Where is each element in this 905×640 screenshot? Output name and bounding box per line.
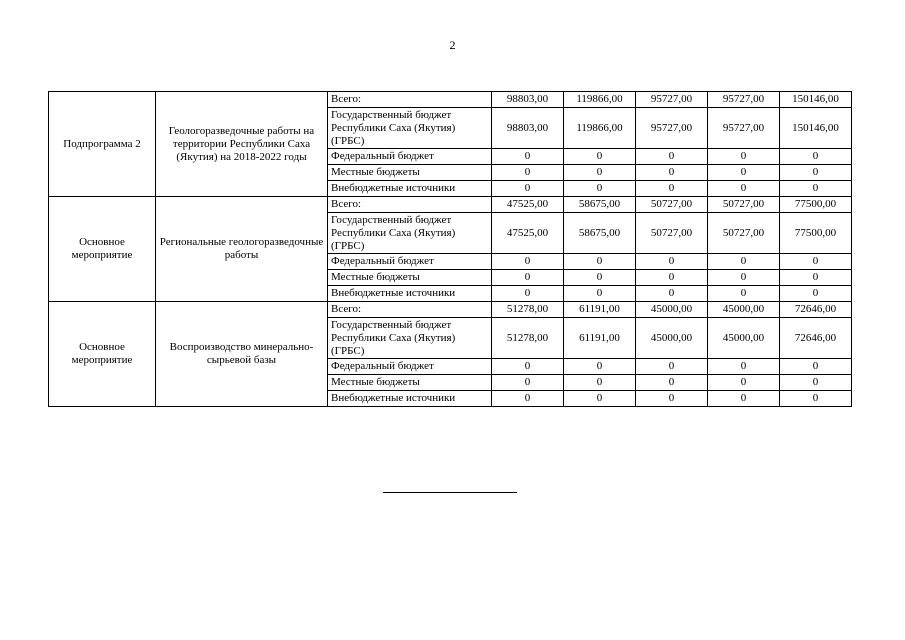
value-cell: 77500,00: [780, 213, 852, 254]
value-cell: 0: [708, 149, 780, 165]
value-cell: 0: [780, 254, 852, 270]
value-cell: 0: [564, 375, 636, 391]
value-cell: 0: [492, 286, 564, 302]
value-cell: 0: [708, 165, 780, 181]
value-cell: 0: [708, 270, 780, 286]
value-cell: 0: [492, 375, 564, 391]
funding-source: Федеральный бюджет: [328, 149, 492, 165]
value-cell: 95727,00: [708, 92, 780, 108]
value-cell: 0: [564, 149, 636, 165]
value-cell: 51278,00: [492, 302, 564, 318]
funding-source: Внебюджетные источники: [328, 181, 492, 197]
value-cell: 0: [564, 254, 636, 270]
value-cell: 50727,00: [636, 197, 708, 213]
value-cell: 0: [780, 286, 852, 302]
funding-source: Государственный бюджет Республики Саха (Якутия) (ГРБС): [328, 213, 492, 254]
value-cell: 98803,00: [492, 92, 564, 108]
funding-source: Всего:: [328, 302, 492, 318]
budget-table-body: [49, 92, 852, 407]
value-cell: 0: [636, 270, 708, 286]
value-cell: 0: [780, 391, 852, 407]
funding-source: Федеральный бюджет: [328, 254, 492, 270]
value-cell: 0: [708, 254, 780, 270]
funding-source: Местные бюджеты: [328, 375, 492, 391]
section-name: Подпрограмма 2: [49, 92, 156, 197]
value-cell: 0: [564, 181, 636, 197]
funding-source: Внебюджетные источники: [328, 286, 492, 302]
value-cell: 0: [564, 165, 636, 181]
value-cell: 95727,00: [636, 92, 708, 108]
value-cell: 0: [492, 359, 564, 375]
value-cell: 0: [708, 286, 780, 302]
value-cell: 150146,00: [780, 108, 852, 149]
value-cell: 0: [564, 270, 636, 286]
section-description: Геологоразведочные работы на территории Республики Саха (Якутия) на 2018-2022 годы: [156, 92, 328, 197]
funding-source: Всего:: [328, 197, 492, 213]
value-cell: 72646,00: [780, 302, 852, 318]
value-cell: 0: [636, 375, 708, 391]
value-cell: 0: [492, 149, 564, 165]
value-cell: 45000,00: [636, 318, 708, 359]
table-row: [49, 302, 852, 318]
value-cell: 0: [492, 181, 564, 197]
funding-source: Государственный бюджет Республики Саха (Якутия) (ГРБС): [328, 318, 492, 359]
value-cell: 0: [492, 391, 564, 407]
footer-separator-line: [383, 492, 517, 493]
value-cell: 61191,00: [564, 302, 636, 318]
value-cell: 0: [636, 254, 708, 270]
value-cell: 0: [636, 359, 708, 375]
funding-source: Внебюджетные источники: [328, 391, 492, 407]
value-cell: 50727,00: [636, 213, 708, 254]
value-cell: 0: [636, 286, 708, 302]
value-cell: 50727,00: [708, 213, 780, 254]
value-cell: 45000,00: [636, 302, 708, 318]
funding-source: Государственный бюджет Республики Саха (Якутия) (ГРБС): [328, 108, 492, 149]
value-cell: 45000,00: [708, 318, 780, 359]
value-cell: 0: [708, 359, 780, 375]
value-cell: 0: [780, 181, 852, 197]
value-cell: 0: [492, 270, 564, 286]
section-name: Основное мероприятие: [49, 197, 156, 302]
value-cell: 0: [780, 149, 852, 165]
value-cell: 95727,00: [636, 108, 708, 149]
value-cell: 0: [636, 181, 708, 197]
funding-source: Местные бюджеты: [328, 270, 492, 286]
value-cell: 47525,00: [492, 197, 564, 213]
funding-source: Федеральный бюджет: [328, 359, 492, 375]
funding-source: Местные бюджеты: [328, 165, 492, 181]
value-cell: 0: [708, 391, 780, 407]
value-cell: 0: [780, 359, 852, 375]
funding-source: Всего:: [328, 92, 492, 108]
section-description: Региональные геологоразведочные работы: [156, 197, 328, 302]
value-cell: 47525,00: [492, 213, 564, 254]
value-cell: 72646,00: [780, 318, 852, 359]
section-description: Воспроизводство минерально-сырьевой базы: [156, 302, 328, 407]
value-cell: 0: [564, 359, 636, 375]
value-cell: 150146,00: [780, 92, 852, 108]
value-cell: 98803,00: [492, 108, 564, 149]
budget-table: [48, 91, 852, 407]
value-cell: 0: [636, 391, 708, 407]
value-cell: 77500,00: [780, 197, 852, 213]
value-cell: 0: [564, 286, 636, 302]
value-cell: 58675,00: [564, 197, 636, 213]
section-name: Основное мероприятие: [49, 302, 156, 407]
table-row: [49, 197, 852, 213]
table-row: [49, 92, 852, 108]
value-cell: 0: [708, 181, 780, 197]
value-cell: 0: [780, 270, 852, 286]
value-cell: 61191,00: [564, 318, 636, 359]
value-cell: 0: [492, 165, 564, 181]
value-cell: 119866,00: [564, 108, 636, 149]
value-cell: 0: [708, 375, 780, 391]
value-cell: 0: [636, 165, 708, 181]
page-number: 2: [449, 38, 456, 52]
value-cell: 58675,00: [564, 213, 636, 254]
value-cell: 0: [492, 254, 564, 270]
value-cell: 0: [780, 165, 852, 181]
value-cell: 50727,00: [708, 197, 780, 213]
value-cell: 119866,00: [564, 92, 636, 108]
value-cell: 95727,00: [708, 108, 780, 149]
value-cell: 0: [780, 375, 852, 391]
value-cell: 45000,00: [708, 302, 780, 318]
value-cell: 0: [636, 149, 708, 165]
value-cell: 0: [564, 391, 636, 407]
value-cell: 51278,00: [492, 318, 564, 359]
